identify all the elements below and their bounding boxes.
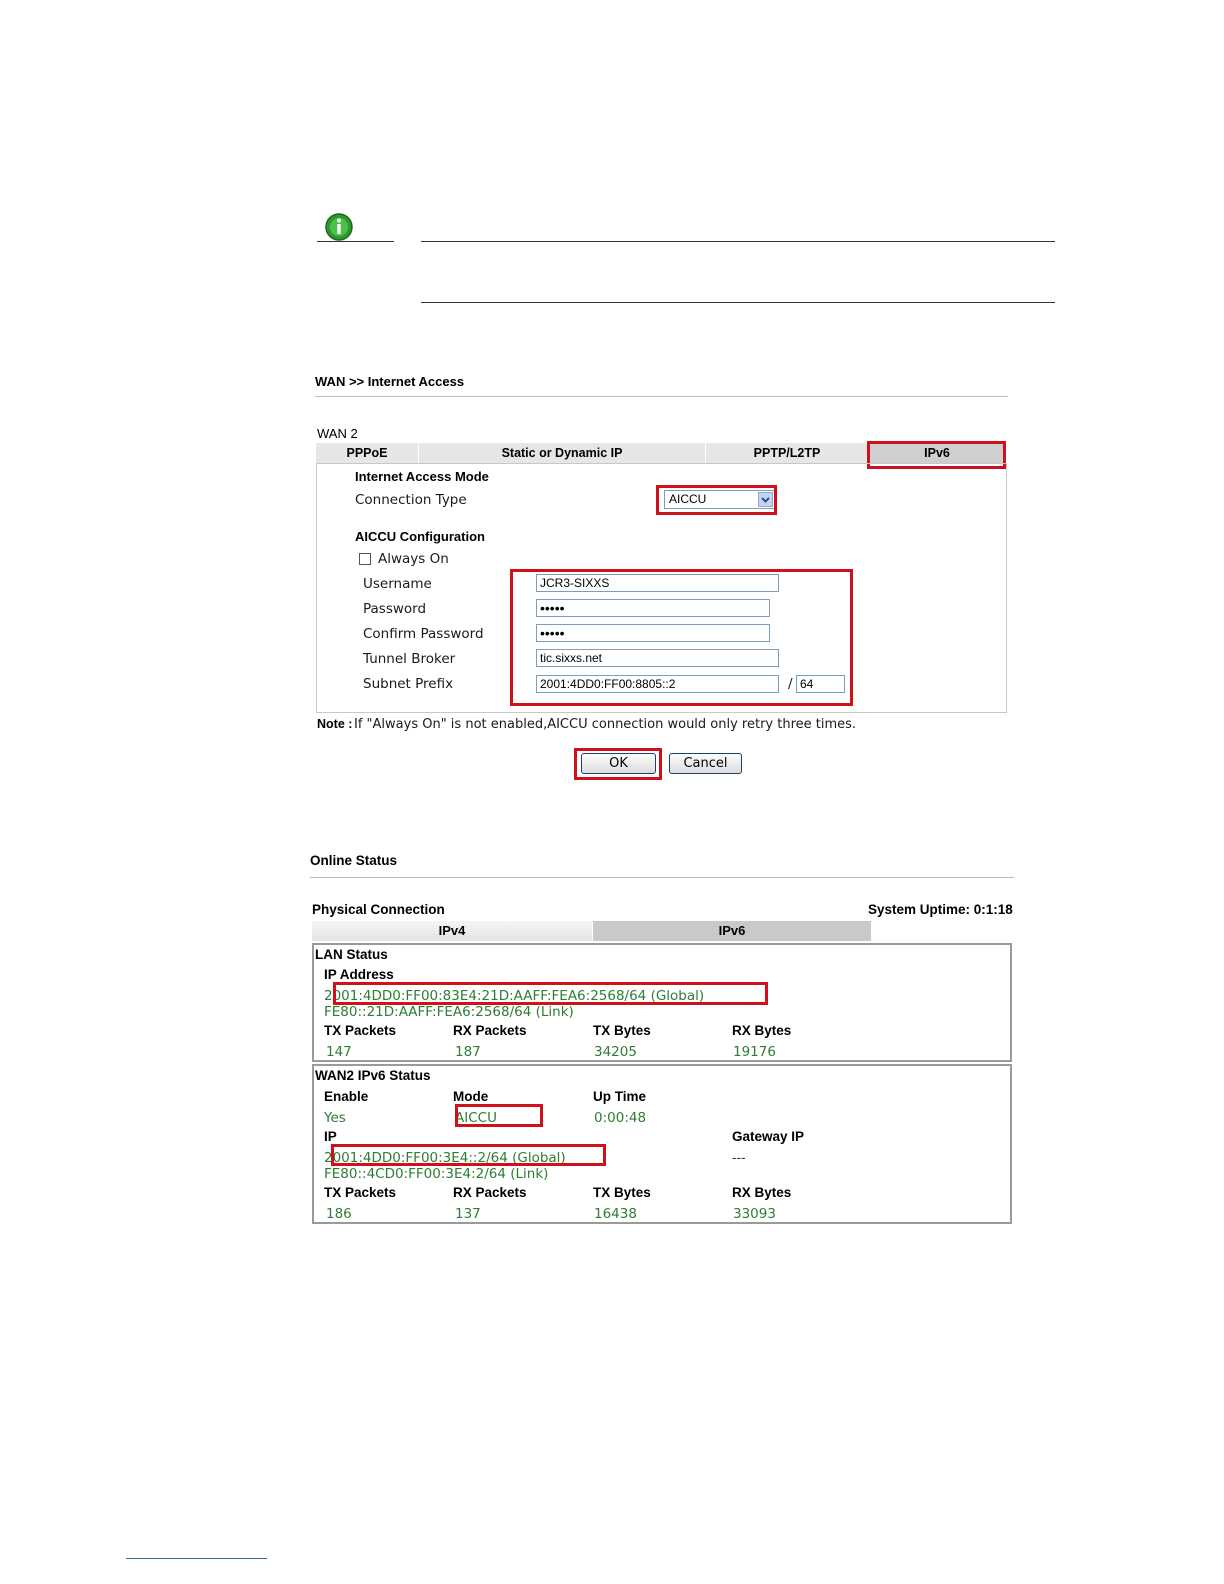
ip-label: IP: [324, 1129, 337, 1144]
subnet-prefix-label: Subnet Prefix: [363, 676, 454, 692]
highlight-mode: [455, 1104, 543, 1127]
aiccu-config-title: AICCU Configuration: [355, 529, 485, 544]
online-status-rule: [310, 877, 1014, 878]
lan-col-tx-bytes: TX Bytes: [593, 1023, 651, 1038]
highlight-wan-ip: [331, 1144, 606, 1166]
lan-col-tx-packets: TX Packets: [324, 1023, 397, 1038]
gateway-ip-value: ---: [732, 1150, 746, 1165]
lan-tx-bytes: 34205: [594, 1044, 637, 1060]
tunnel-broker-field[interactable]: tic.sixxs.net: [536, 649, 779, 667]
mode-value: AICCU: [455, 1110, 497, 1126]
tab-pptp-l2tp[interactable]: PPTP/L2TP: [706, 443, 869, 463]
username-label: Username: [363, 576, 432, 592]
connection-type-label: Connection Type: [355, 492, 467, 508]
confirm-password-label: Confirm Password: [363, 626, 484, 642]
always-on-label: Always On: [378, 551, 449, 567]
tab-static-dynamic-ip[interactable]: Static or Dynamic IP: [419, 443, 706, 463]
note-text: If "Always On" is not enabled,AICCU connection would only retry three times.: [354, 717, 857, 732]
wan-col-rx-bytes: RX Bytes: [732, 1185, 792, 1200]
highlight-lan-ip: [333, 982, 768, 1005]
footer-rule: [126, 1558, 267, 1559]
cancel-button[interactable]: Cancel: [669, 753, 742, 774]
highlight-connection-type: [656, 485, 777, 515]
wan-col-rx-packets: RX Packets: [453, 1185, 527, 1200]
wan-rx-packets: 137: [455, 1206, 481, 1222]
prefix-length-field[interactable]: 64: [796, 675, 845, 693]
lan-tx-packets: 147: [326, 1044, 352, 1060]
up-time-label: Up Time: [593, 1089, 647, 1104]
username-field[interactable]: JCR3-SIXXS: [536, 574, 779, 592]
prefix-separator: /: [788, 676, 793, 692]
lan-col-rx-bytes: RX Bytes: [732, 1023, 792, 1038]
wan-tx-packets: 186: [326, 1206, 352, 1222]
password-label: Password: [363, 601, 427, 617]
mode-label: Mode: [453, 1089, 489, 1104]
subnet-prefix-field[interactable]: 2001:4DD0:FF00:8805::2: [536, 675, 779, 693]
connection-type-value: AICCU: [669, 492, 707, 506]
tab-ipv6-status[interactable]: IPv6: [593, 921, 871, 941]
gateway-ip-label: Gateway IP: [732, 1129, 805, 1144]
section-title: WAN 2: [317, 426, 358, 441]
tunnel-broker-label: Tunnel Broker: [363, 651, 456, 667]
info-icon: [325, 213, 353, 241]
tab-pppoe[interactable]: PPPoE: [316, 443, 419, 463]
password-field[interactable]: •••••: [536, 599, 770, 617]
lan-status-title: LAN Status: [315, 947, 388, 962]
icon-underline: [317, 241, 394, 242]
physical-connection-title: Physical Connection: [312, 902, 445, 917]
wan-ip-global: 2001:4DD0:FF00:3E4::2/64 (Global): [324, 1150, 566, 1166]
tab-ipv4[interactable]: IPv4: [312, 921, 592, 941]
lan-rx-bytes: 19176: [733, 1044, 776, 1060]
access-mode-title: Internet Access Mode: [355, 469, 489, 484]
wan-ip-link: FE80::4CD0:FF00:3E4:2/64 (Link): [324, 1166, 549, 1182]
breadcrumb: WAN >> Internet Access: [315, 374, 465, 389]
ok-button[interactable]: OK: [581, 753, 656, 774]
breadcrumb-rule: [315, 396, 1008, 397]
always-on-checkbox[interactable]: [359, 553, 371, 565]
online-status-title: Online Status: [310, 853, 398, 868]
lan-ip-global: 2001:4DD0:FF00:83E4:21D:AAFF:FEA6:2568/64 (Global): [324, 988, 705, 1004]
note-bottom-rule: [421, 302, 1055, 303]
wan-col-tx-packets: TX Packets: [324, 1185, 397, 1200]
note-top-rule: [421, 241, 1055, 242]
confirm-password-field[interactable]: •••••: [536, 624, 770, 642]
lan-col-rx-packets: RX Packets: [453, 1023, 527, 1038]
enable-value: Yes: [324, 1110, 346, 1126]
up-time-value: 0:00:48: [594, 1110, 647, 1126]
system-uptime: System Uptime: 0:1:18: [868, 902, 1013, 917]
wan-rx-bytes: 33093: [733, 1206, 776, 1222]
highlight-aiccu-fields: [510, 569, 853, 706]
wan-tx-bytes: 16438: [594, 1206, 637, 1222]
wan-col-tx-bytes: TX Bytes: [593, 1185, 651, 1200]
note-label: Note :: [317, 717, 353, 731]
wan2-status-title: WAN2 IPv6 Status: [315, 1068, 431, 1083]
tab-ipv6[interactable]: IPv6: [869, 443, 1006, 463]
lan-rx-packets: 187: [455, 1044, 481, 1060]
highlight-ok-button: [574, 748, 662, 780]
enable-label: Enable: [324, 1089, 369, 1104]
ip-address-label: IP Address: [324, 967, 394, 982]
lan-ip-link: FE80::21D:AAFF:FEA6:2568/64 (Link): [324, 1004, 574, 1020]
